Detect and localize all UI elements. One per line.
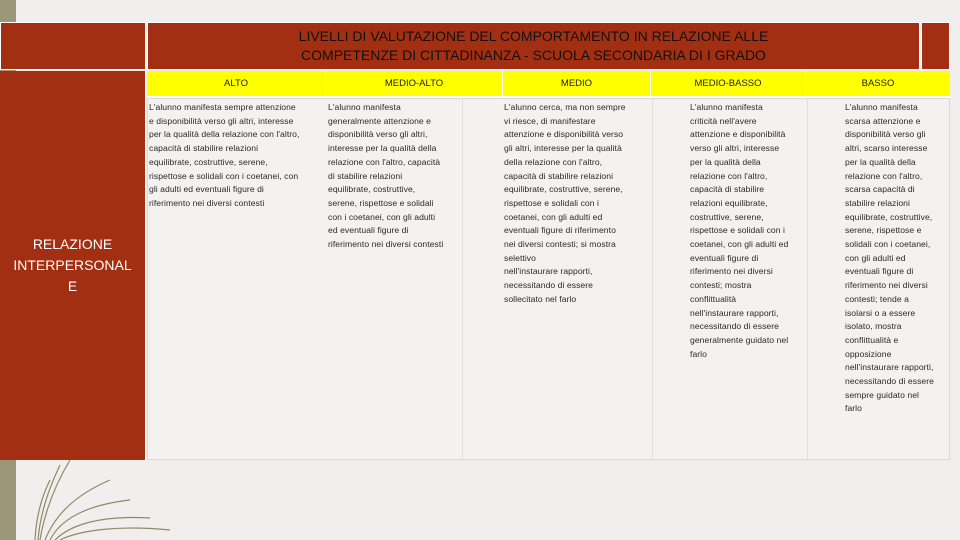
descriptor-line: L'alunno manifesta sempre attenzione: [149, 102, 296, 112]
descriptor-line: sollecitato nel farlo: [504, 293, 577, 304]
descriptor-line: serene, rispettose e: [845, 225, 922, 236]
descriptor-line: coetanei, con gli adulti ed: [504, 211, 603, 222]
descriptor-line: nell'instaurare rapporti,: [690, 307, 779, 318]
descriptor-line: necessitando di essere: [504, 280, 594, 291]
descriptor-line: altri, scarso interesse: [845, 143, 928, 154]
descriptor-line: isolarsi o a essere: [845, 307, 916, 318]
descriptor-line: vi riesce, di manifestare: [504, 115, 596, 126]
descriptor-line: nei diversi contesti; si mostra: [504, 239, 616, 250]
descriptor-line: relazioni equilibrate,: [690, 197, 768, 208]
descriptor-line: rispettose e solidali con i: [504, 197, 599, 208]
descriptor-medio-basso: [690, 101, 805, 361]
descriptor-line: costruttive, serene,: [690, 211, 764, 222]
descriptor-line: eventuali figure di: [690, 252, 759, 263]
descriptor-line: e disponibilità verso gli altri, interesse: [149, 115, 294, 126]
descriptor-line: riferimento nei diversi contesti: [149, 197, 265, 208]
descriptor-line: conflittualità: [690, 293, 737, 304]
descriptor-line: opposizione: [845, 348, 892, 359]
descriptor-line: necessitando di essere: [690, 321, 780, 332]
level-header-row: [147, 71, 950, 98]
descriptor-line: per la qualità della relazione con l'altro,: [149, 129, 300, 140]
descriptor-line: equilibrate, costruttive,: [845, 211, 933, 222]
descriptor-line: conflittualità e: [845, 334, 899, 345]
descriptor-row: [147, 98, 950, 460]
descriptor-line: con i coetanei, con gli adulti: [328, 211, 436, 222]
level-header-basso: BASSO: [861, 78, 895, 89]
header-right-cell: [921, 22, 950, 70]
title-line-2: COMPETENZE DI CITTADINANZA - SCUOLA SECONDARIA DI I GRADO: [301, 47, 766, 63]
header-left-cell: [0, 22, 146, 70]
descriptor-line: rispettose e solidali con i: [690, 225, 785, 236]
descriptor-line: farlo: [690, 348, 707, 359]
descriptor-line: sempre guidato nel: [845, 389, 919, 400]
descriptor-medio-alto: [328, 101, 468, 252]
descriptor-line: riferimento nei diversi: [690, 266, 773, 277]
descriptor-line: equilibrate, costruttive,: [328, 184, 416, 195]
descriptor-line: relazione con l'altro,: [690, 170, 768, 181]
descriptor-line: generalmente guidato nel: [690, 334, 789, 345]
level-header-alto: ALTO: [147, 71, 326, 96]
descriptor-line: capacità di stabilire relazioni: [149, 143, 259, 154]
descriptor-line: eventuali figure di: [845, 266, 914, 277]
descriptor-line: equilibrate, costruttive, serene,: [149, 156, 268, 167]
descriptor-line: L'alunno cerca, ma non sempre: [504, 102, 626, 112]
row-label-relazione-interpersonale: [0, 71, 146, 460]
descriptor-line: scarsa capacità di: [845, 184, 915, 195]
column-divider: [807, 99, 808, 459]
descriptor-line: stabilire relazioni: [845, 197, 910, 208]
descriptor-line: con gli adulti ed: [845, 252, 906, 263]
descriptor-line: rispettose e solidali con i coetanei, con: [149, 170, 299, 181]
descriptor-line: disponibilità verso gli altri,: [328, 129, 428, 140]
level-header-medio-alto: MEDIO-ALTO: [326, 71, 503, 96]
descriptor-line: verso gli altri, interesse: [690, 143, 780, 154]
descriptor-line: gli altri, interesse per la qualità: [504, 143, 622, 154]
descriptor-line: contesti; tende a: [845, 293, 909, 304]
descriptor-line: nell'instaurare rapporti,: [504, 266, 593, 277]
title-line-1: LIVELLI DI VALUTAZIONE DEL COMPORTAMENTO IN RELAZIONE ALLE: [298, 28, 769, 44]
descriptor-line: serene, rispettose e solidali: [328, 197, 434, 208]
descriptor-line: riferimento nei diversi: [845, 280, 928, 291]
descriptor-line: L'alunno manifesta: [845, 102, 918, 112]
descriptor-basso: [845, 101, 949, 416]
row-label-line-3: E: [67, 278, 78, 294]
evaluation-table: [0, 22, 950, 460]
descriptor-line: L'alunno manifesta: [328, 102, 401, 112]
descriptor-line: ed eventuali figure di: [328, 225, 409, 236]
descriptor-medio: [504, 101, 652, 307]
descriptor-line: coetanei, con gli adulti ed: [690, 239, 789, 250]
column-divider: [652, 99, 653, 459]
descriptor-line: per la qualità della: [690, 156, 761, 167]
descriptor-line: eventuali figure di riferimento: [504, 225, 616, 236]
descriptor-line: L'alunno manifesta: [690, 102, 763, 112]
descriptor-alto: [149, 101, 329, 211]
level-header-medio-basso: MEDIO-BASSO: [651, 71, 806, 96]
descriptor-line: scarsa attenzione e: [845, 115, 921, 126]
descriptor-line: generalmente attenzione e: [328, 115, 432, 126]
descriptor-line: isolato, mostra: [845, 321, 902, 332]
descriptor-line: della relazione con l'altro,: [504, 156, 603, 167]
descriptor-line: interesse per la qualità della: [328, 143, 437, 154]
descriptor-line: attenzione e disponibilità: [690, 129, 786, 140]
descriptor-line: disponibilità verso gli: [845, 129, 926, 140]
level-header-medio: MEDIO: [503, 71, 651, 96]
descriptor-line: selettivo: [504, 252, 536, 263]
descriptor-line: solidali con i coetanei,: [845, 239, 931, 250]
descriptor-line: necessitando di essere: [845, 376, 935, 387]
descriptor-line: attenzione e disponibilità verso: [504, 129, 624, 140]
descriptor-line: equilibrate, costruttive, serene,: [504, 184, 623, 195]
descriptor-line: relazione con l'altro, capacità: [328, 156, 441, 167]
table-title: [147, 22, 920, 70]
descriptor-line: riferimento nei diversi contesti: [328, 239, 444, 250]
descriptor-line: gli adulti ed eventuali figure di: [149, 184, 264, 195]
descriptor-line: contesti; mostra: [690, 280, 752, 291]
descriptor-line: per la qualità della: [845, 156, 916, 167]
descriptor-line: di stabilire relazioni: [328, 170, 403, 181]
descriptor-line: farlo: [845, 403, 862, 414]
descriptor-line: criticità nell'avere: [690, 115, 757, 126]
descriptor-line: nell'instaurare rapporti,: [845, 362, 934, 373]
row-label-line-1: RELAZIONE: [32, 236, 113, 252]
descriptor-line: relazione con l'altro,: [845, 170, 923, 181]
descriptor-line: capacità di stabilire relazioni: [504, 170, 614, 181]
row-label-line-2: INTERPERSONAL: [13, 257, 132, 273]
descriptor-line: capacità di stabilire: [690, 184, 765, 195]
